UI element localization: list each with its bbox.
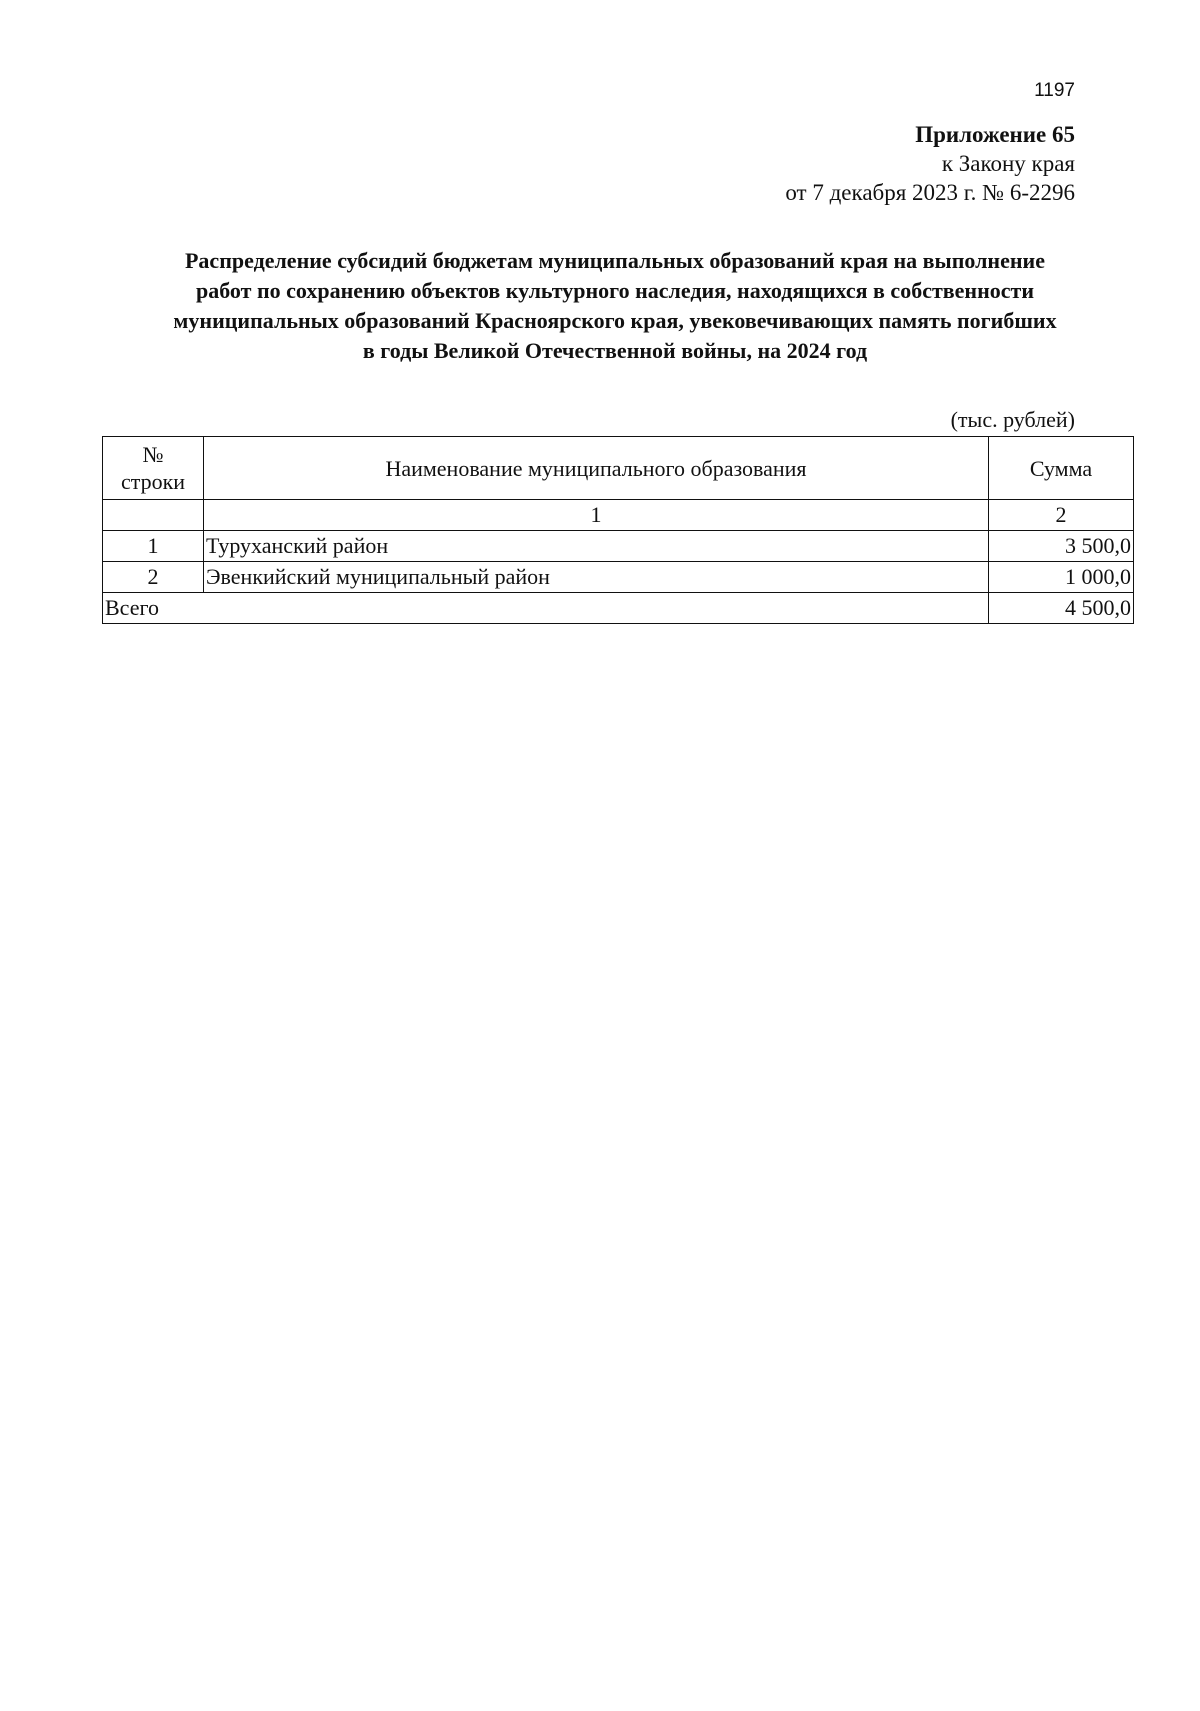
index-cell-number <box>103 500 204 531</box>
document-title-line: работ по сохранению объектов культурного наследия, находящихся в собственности <box>195 278 1035 303</box>
row-number: 2 <box>103 562 204 593</box>
table-total-row <box>103 593 1134 624</box>
document-title <box>100 246 1130 366</box>
index-cell-name: 1 <box>204 500 989 531</box>
total-sum: 4 500,0 <box>989 593 1134 624</box>
row-municipality-name: Эвенкийский муниципальный район <box>204 562 989 593</box>
table-header-row <box>103 437 1134 500</box>
page-number: 1197 <box>1034 80 1075 101</box>
row-municipality-name: Туруханский район <box>204 531 989 562</box>
header-row-number-symbol: № <box>142 442 164 467</box>
header-row-number <box>103 437 204 500</box>
document-title-line: муниципальных образований Красноярского края, увековечивающих память погибших <box>173 308 1057 333</box>
appendix-law-reference: к Закону края <box>941 151 1075 176</box>
header-sum: Сумма <box>989 437 1134 500</box>
table-row <box>103 562 1134 593</box>
appendix-law-date: от 7 декабря 2023 г. № 6-2296 <box>785 180 1075 205</box>
unit-label: (тыс. рублей) <box>950 407 1075 432</box>
document-title-line: в годы Великой Отечественной войны, на 2024 год <box>362 338 868 363</box>
document-title-line: Распределение субсидий бюджетам муниципальных образований края на выполнение <box>184 248 1045 273</box>
appendix-title: Приложение 65 <box>915 122 1075 147</box>
appendix-header <box>785 120 1075 207</box>
row-sum: 1 000,0 <box>989 562 1134 593</box>
table-index-row <box>103 500 1134 531</box>
row-sum: 3 500,0 <box>989 531 1134 562</box>
row-number: 1 <box>103 531 204 562</box>
table-row <box>103 531 1134 562</box>
total-label: Всего <box>103 593 989 624</box>
header-row-number-label: строки <box>120 469 186 494</box>
index-cell-sum: 2 <box>989 500 1134 531</box>
header-municipality-name: Наименование муниципального образования <box>204 437 989 500</box>
subsidy-table <box>102 436 1134 624</box>
